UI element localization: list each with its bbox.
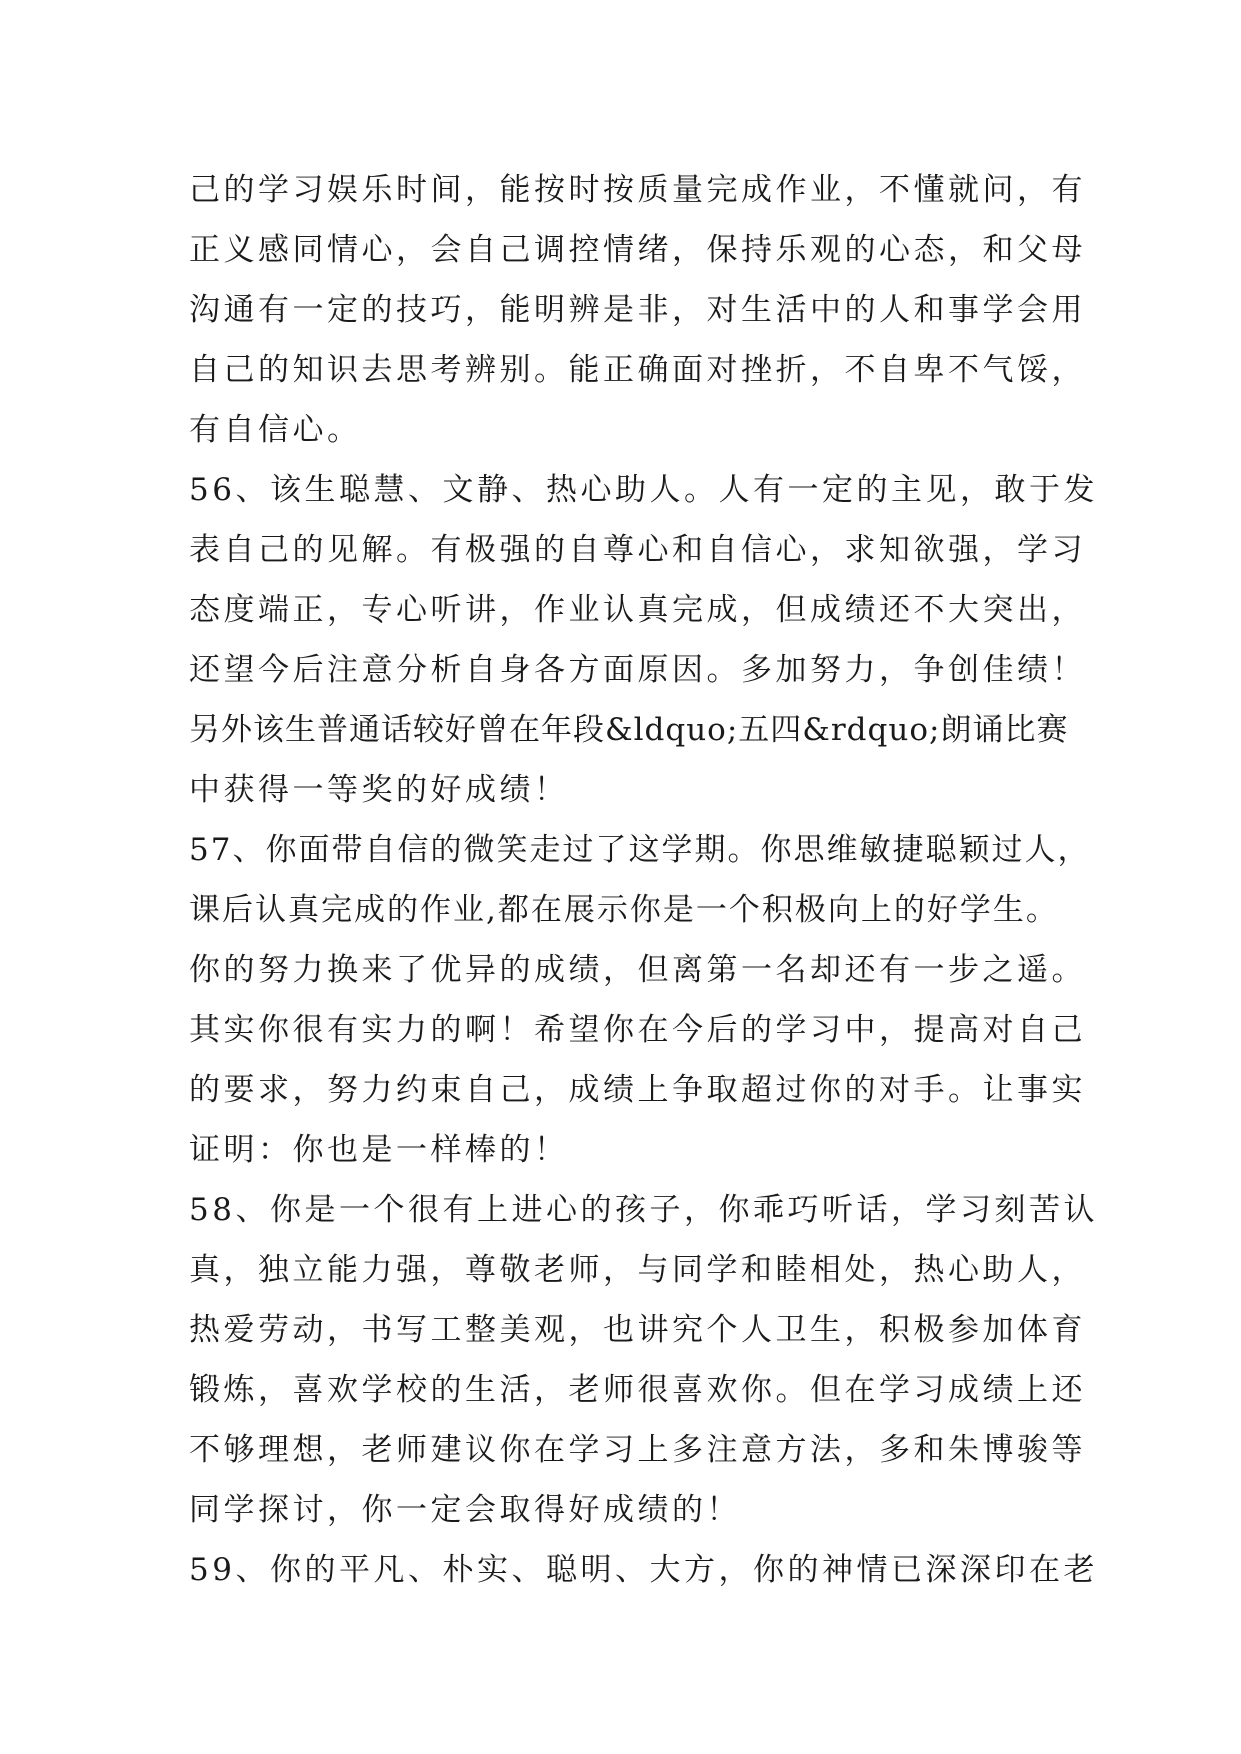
text-line: 其实你很有实力的啊！希望你在今后的学习中，提高对自己 bbox=[189, 1012, 1086, 1048]
paragraph-56-start: 56、该生聪慧、文静、热心助人。人有一定的主见，敢于发 bbox=[189, 472, 1098, 508]
text-line: 你的努力换来了优异的成绩，但离第一名却还有一步之遥。 bbox=[189, 952, 1086, 988]
text-line: 己的学习娱乐时间，能按时按质量完成作业，不懂就问，有 bbox=[189, 172, 1086, 208]
text-line: 还望今后注意分析自身各方面原因。多加努力，争创佳绩！ bbox=[189, 652, 1086, 688]
text-line: 正义感同情心，会自己调控情绪，保持乐观的心态，和父母 bbox=[189, 232, 1086, 268]
text-line: 态度端正，专心听讲，作业认真完成，但成绩还不大突出， bbox=[189, 592, 1086, 628]
text-line: 热爱劳动，书写工整美观，也讲究个人卫生，积极参加体育 bbox=[189, 1312, 1086, 1348]
text-line: 真，独立能力强，尊敬老师，与同学和睦相处，热心助人， bbox=[189, 1252, 1086, 1288]
text-line: 锻炼，喜欢学校的生活，老师很喜欢你。但在学习成绩上还 bbox=[189, 1372, 1086, 1408]
text-line: 表自己的见解。有极强的自尊心和自信心，求知欲强，学习 bbox=[189, 532, 1086, 568]
text-line: 自己的知识去思考辨别。能正确面对挫折，不自卑不气馁， bbox=[189, 352, 1086, 388]
text-line: 的要求，努力约束自己，成绩上争取超过你的对手。让事实 bbox=[189, 1072, 1086, 1108]
text-line: 课后认真完成的作业,都在展示你是一个积极向上的好学生。 bbox=[189, 892, 1059, 928]
text-line: 有自信心。 bbox=[189, 412, 362, 448]
text-line: 证明：你也是一样棒的！ bbox=[189, 1132, 569, 1168]
text-line: 另外该生普通话较好曾在年段&ldquo;五四&rdquo;朗诵比赛 bbox=[189, 712, 1069, 748]
text-line: 沟通有一定的技巧，能明辨是非，对生活中的人和事学会用 bbox=[189, 292, 1086, 328]
paragraph-59-start: 59、你的平凡、朴实、聪明、大方，你的神情已深深印在老 bbox=[189, 1552, 1098, 1588]
body-text bbox=[189, 160, 1098, 1600]
text-line: 不够理想，老师建议你在学习上多注意方法，多和朱博骏等 bbox=[189, 1432, 1086, 1468]
paragraph-57-start: 57、你面带自信的微笑走过了这学期。你思维敏捷聪颖过人， bbox=[189, 832, 1091, 868]
paragraph-58-start: 58、你是一个很有上进心的孩子，你乖巧听话，学习刻苦认 bbox=[189, 1192, 1098, 1228]
text-line: 中获得一等奖的好成绩！ bbox=[189, 772, 569, 808]
text-line: 同学探讨，你一定会取得好成绩的！ bbox=[189, 1492, 741, 1528]
